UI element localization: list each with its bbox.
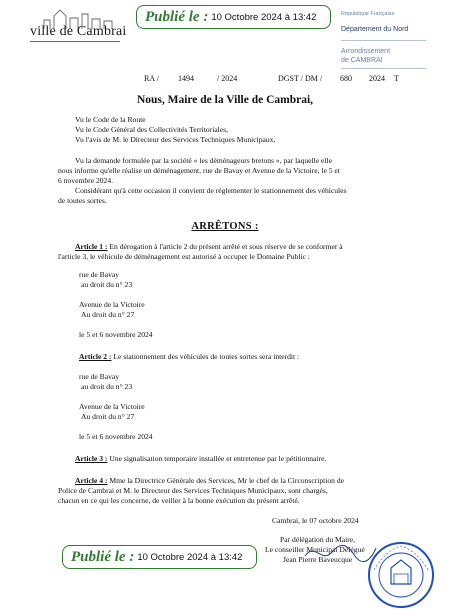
stamp-date: 10 Octobre 2024 à 13:42 xyxy=(211,11,317,23)
article-2-text: Le stationnement des véhicules de toutes sortes sera interdit : xyxy=(111,352,300,361)
article-1-line-1 xyxy=(75,242,343,252)
article-2-dates: le 5 et 6 novembre 2024 xyxy=(79,432,153,441)
article-4-line-3: chacun en ce qui les concerne, de veiller à la bonne exécution du présent arrêté. xyxy=(58,496,300,505)
article-3-line xyxy=(75,454,326,464)
arrondissement-line-2: de CAMBRAI xyxy=(341,57,383,64)
article-4-line-2: Police de Cambrai et M. le Directeur des Services Techniques Municipaux, sont chargés, xyxy=(58,486,328,495)
city-logo-text: ville de Cambrai xyxy=(30,24,127,39)
article-2-street-2: Avenue de la Victoire xyxy=(79,402,145,411)
article-2-line xyxy=(79,352,299,362)
article-1-street-1: rue de Bavay xyxy=(79,270,120,279)
article-4-line-1 xyxy=(75,476,344,486)
ra-number: 1494 xyxy=(178,74,194,83)
demande-line-1: Vu la demande formulée par la société « les déménageurs bretons », par laquelle elle xyxy=(75,156,332,165)
departement-label: Département du Nord xyxy=(341,26,409,33)
considerant-line-1: Considérant qu'à cette occasion il convient de réglementer le stationnement des véhicules xyxy=(75,186,347,195)
header-divider xyxy=(341,40,426,41)
vu-line-3: Vu l'avis de M. le Directeur des Services Techniques Municipaux, xyxy=(75,135,276,144)
arrondissement-label xyxy=(341,47,390,65)
vu-line-1: Vu le Code de la Route xyxy=(75,115,146,124)
publication-stamp-top xyxy=(136,5,331,29)
article-1-number-2: Au droit du n° 27 xyxy=(81,310,135,319)
article-1-text: En dérogation à l'article 2 du présent arrêté et sous réserve de se conformer à xyxy=(107,242,343,251)
demande-line-3: 6 novembre 2024. xyxy=(58,176,114,185)
article-1-dates: le 5 et 6 novembre 2024 xyxy=(79,330,153,339)
arrondissement-line-1: Arrondissement xyxy=(341,48,391,55)
article-4-label: Article 4 : xyxy=(75,476,108,485)
demande-line-2: nous informe qu'elle réalise un déménagement, rue de Bavay et Avenue de la Victoire, le 5 et xyxy=(58,166,340,175)
article-2-street-1: rue de Bavay xyxy=(79,372,120,381)
article-2-number-2: Au droit du n° 27 xyxy=(81,412,135,421)
article-3-text: Une signalisation temporaire installée et entretenue par le pétitionnaire. xyxy=(107,454,327,463)
place-and-date: Cambrai, le 07 octobre 2024 xyxy=(272,516,359,525)
considerant-line-2: de toutes sortes. xyxy=(58,196,107,205)
dgst-suffix: T xyxy=(394,74,399,83)
arretons-heading: ARRÊTONS : xyxy=(191,221,259,232)
article-1-line-2: l'article 3, le véhicule de déménagement est autorisé à occuper le Domaine Public : xyxy=(58,252,310,261)
dgst-year: 2024 xyxy=(369,74,385,83)
signature-role: Le conseiller Municipal Délégué xyxy=(265,545,365,554)
logo-underline xyxy=(30,41,120,42)
article-1-label: Article 1 : xyxy=(75,242,108,251)
ra-label: RA / xyxy=(144,74,159,83)
article-1-street-2: Avenue de la Victoire xyxy=(79,300,145,309)
signature-delegation: Par délégation du Maire, xyxy=(280,535,356,544)
signature-name: Jean Pierre Baveucque xyxy=(283,555,353,564)
article-1-number-1: au droit du n° 23 xyxy=(81,280,133,289)
stamp-label: Publié le : xyxy=(145,8,209,25)
vu-line-2: Vu le Code Général des Collectivités Territoriales, xyxy=(75,125,229,134)
stamp-label-bottom: Publié le : xyxy=(71,548,135,565)
ra-year: / 2024 xyxy=(217,74,238,83)
article-4-text: Mme la Directrice Générale des Services, Mr le chef de la Circonscription de xyxy=(107,476,345,485)
article-2-label: Article 2 : xyxy=(79,352,112,361)
article-2-number-1: au droit du n° 23 xyxy=(81,382,133,391)
stamp-date-bottom: 10 Octobre 2024 à 13:42 xyxy=(137,551,243,563)
dgst-number: 680 xyxy=(340,74,352,83)
publication-stamp-bottom xyxy=(62,545,257,569)
article-3-label: Article 3 : xyxy=(75,454,108,463)
republique-label: République Française xyxy=(341,11,395,17)
header-divider-2 xyxy=(341,68,426,69)
dgst-label: DGST / DM / xyxy=(278,74,323,83)
decree-title: Nous, Maire de la Ville de Cambrai, xyxy=(136,94,314,106)
